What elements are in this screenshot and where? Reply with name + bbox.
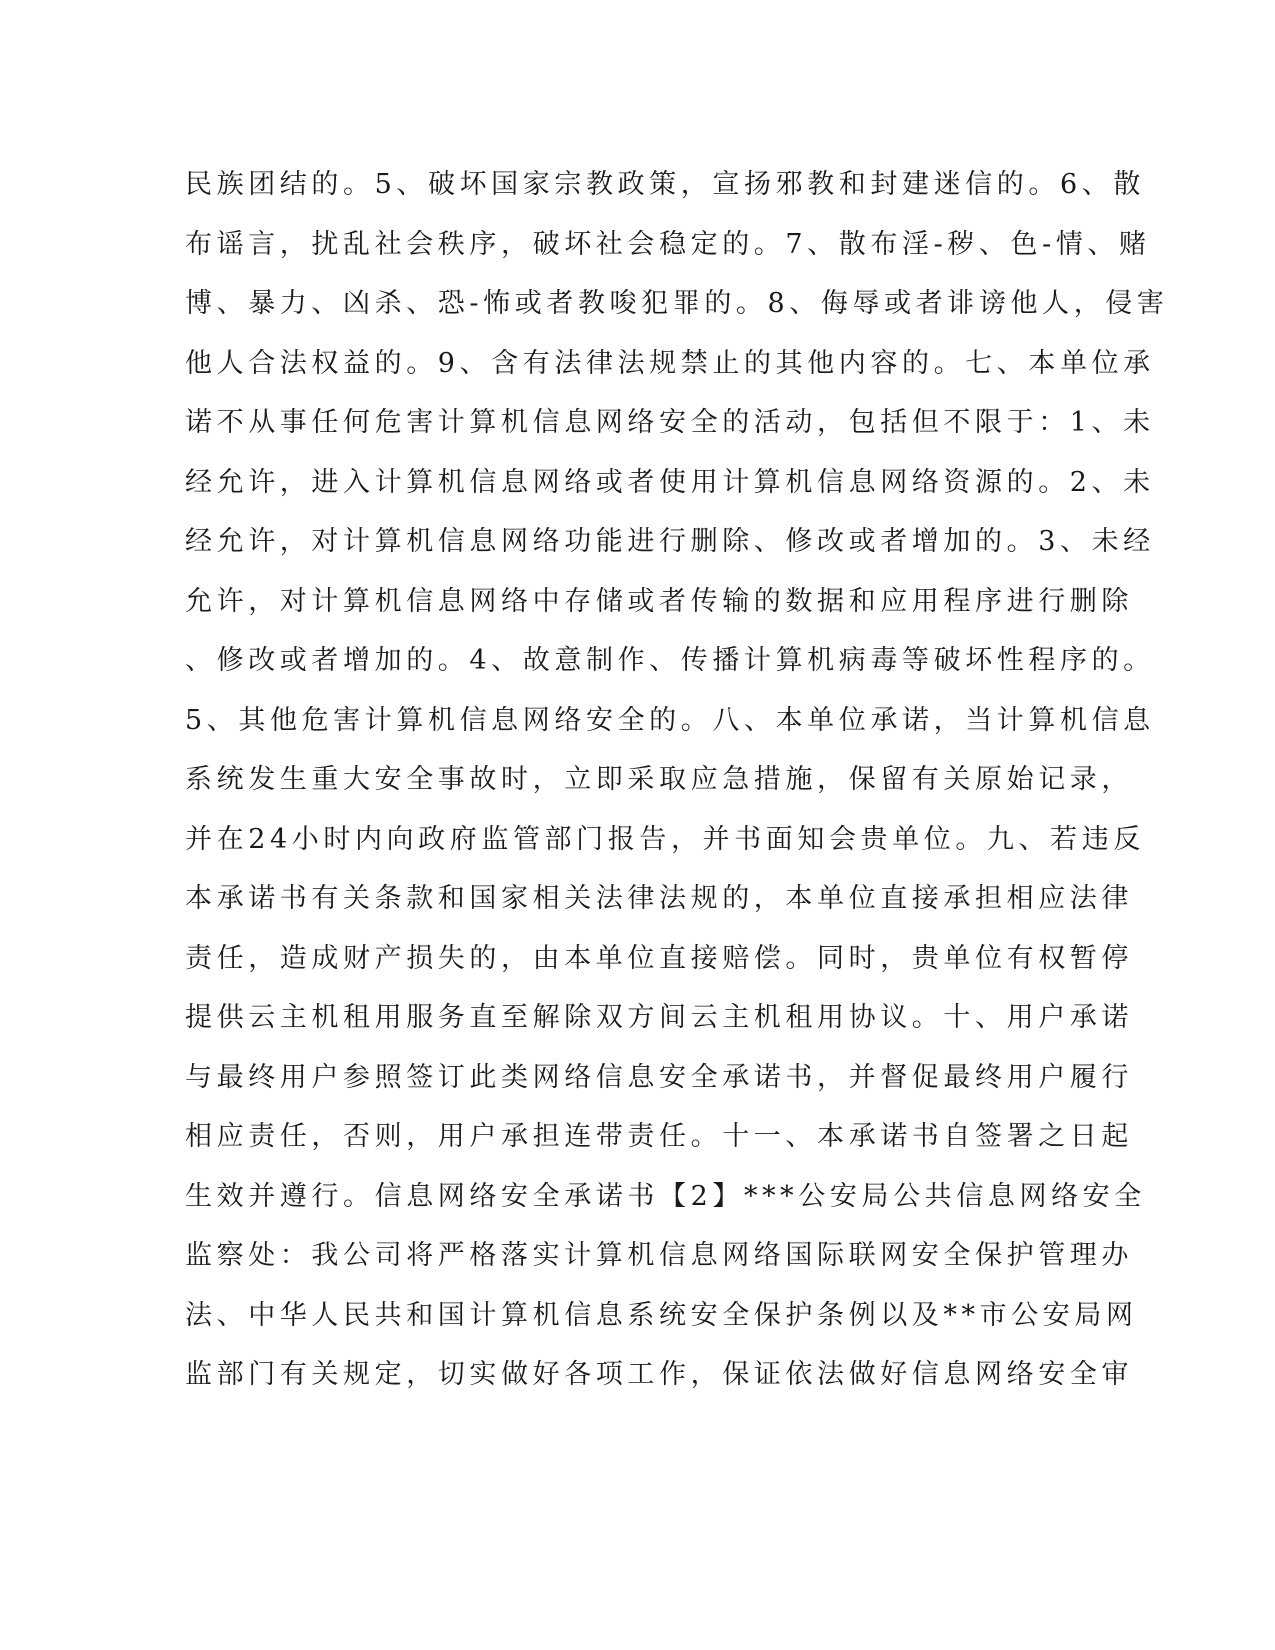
text-line: 提供云主机租用服务直至解除双方间云主机租用协议。十、用户承诺: [185, 1002, 1133, 1033]
body-text: [185, 155, 1169, 1405]
text-line: 、修改或者增加的。4、故意制作、传播计算机病毒等破坏性程序的。: [185, 645, 1155, 676]
text-line: 监部门有关规定，切实做好各项工作，保证依法做好信息网络安全审: [185, 1359, 1133, 1390]
text-line: 5、其他危害计算机信息网络安全的。八、本单位承诺，当计算机信息: [185, 704, 1155, 736]
text-line: 本承诺书有关条款和国家相关法律法规的，本单位直接承担相应法律: [185, 883, 1133, 914]
text-line: 诺不从事任何危害计算机信息网络安全的活动，包括但不限于：1、未: [185, 407, 1155, 438]
text-line: 民族团结的。5、破坏国家宗教政策，宣扬邪教和封建迷信的。6、散: [185, 169, 1145, 200]
text-line: 经允许，对计算机信息网络功能进行删除、修改或者增加的。3、未经: [185, 526, 1155, 557]
text-line: 他人合法权益的。9、含有法律法规禁止的其他内容的。七、本单位承: [185, 347, 1155, 379]
text-line: 系统发生重大安全事故时，立即采取应急措施，保留有关原始记录，: [185, 764, 1133, 795]
text-line: 经允许，进入计算机信息网络或者使用计算机信息网络资源的。2、未: [185, 466, 1155, 498]
text-line: 生效并遵行。信息网络安全承诺书【2】***公安局公共信息网络安全: [185, 1180, 1146, 1212]
text-line: 并在24小时内向政府监管部门报告，并书面知会贵单位。九、若违反: [185, 823, 1145, 855]
text-line: 监察处：我公司将严格落实计算机信息网络国际联网安全保护管理办: [185, 1240, 1133, 1271]
text-line: 相应责任，否则，用户承担连带责任。十一、本承诺书自签署之日起: [185, 1121, 1133, 1152]
text-line: 布谣言，扰乱社会秩序，破坏社会稳定的。7、散布淫-秽、色-情、赌: [185, 228, 1151, 260]
text-line: 博、暴力、凶杀、恐-怖或者教唆犯罪的。8、侮辱或者诽谤他人，侵害: [185, 288, 1169, 319]
text-line: 允许，对计算机信息网络中存储或者传输的数据和应用程序进行删除: [185, 585, 1133, 617]
text-line: 与最终用户参照签订此类网络信息安全承诺书，并督促最终用户履行: [185, 1061, 1133, 1093]
text-line: 责任，造成财产损失的，由本单位直接赔偿。同时，贵单位有权暂停: [185, 942, 1133, 974]
text-line: 法、中华人民共和国计算机信息系统安全保护条例以及**市公安局网: [185, 1299, 1138, 1331]
